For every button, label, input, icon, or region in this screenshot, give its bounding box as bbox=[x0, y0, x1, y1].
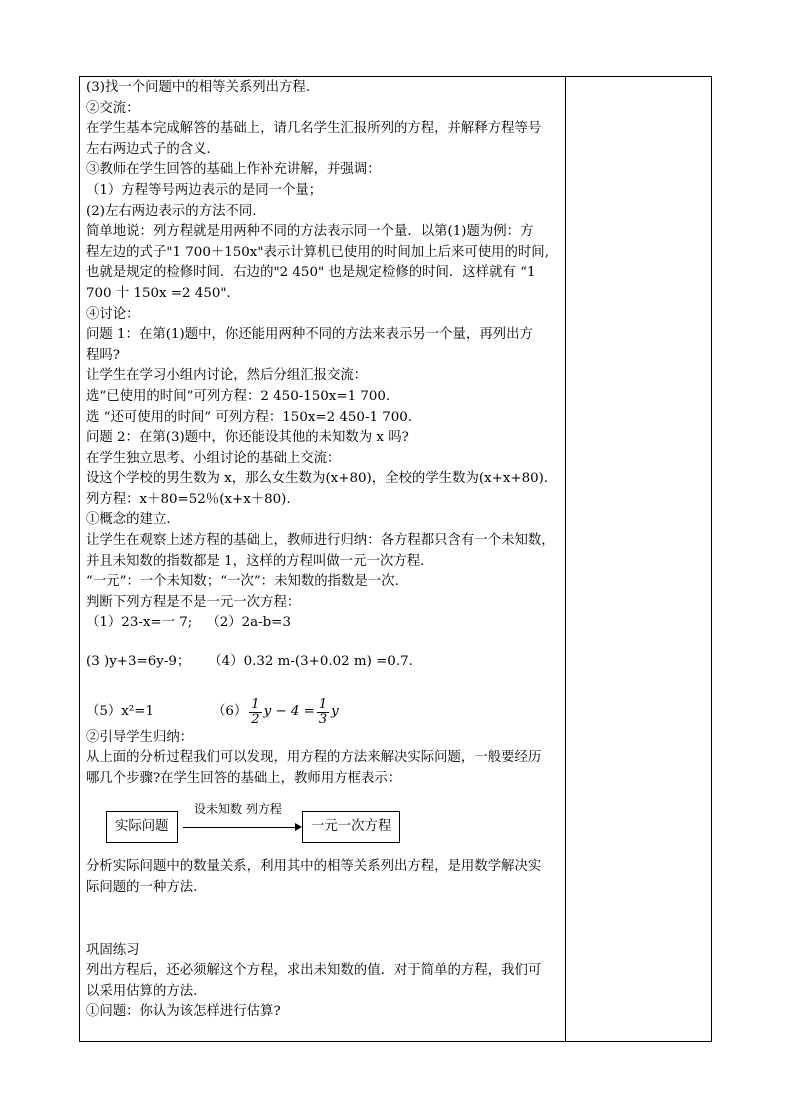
text-line: （1）方程等号两边表示的是同一个量； bbox=[86, 182, 323, 198]
text-line: ②引导学生归纳： bbox=[86, 729, 194, 745]
text-line: ①问题：你认为该怎样进行估算? bbox=[86, 1004, 281, 1020]
text-line: 列方程：x＋80=52％(x+x＋80). bbox=[86, 491, 291, 507]
text-line: 列出方程后，还必须解这个方程，求出未知数的值．对于简单的方程，我们可 bbox=[86, 963, 542, 979]
text-line: 从上面的分析过程我们可以发现，用方程的方法来解决实际问题，一般要经历 bbox=[86, 750, 542, 766]
text-line: 选 “还可使用的时间” 可列方程：150x=2 450-1 700. bbox=[86, 409, 413, 425]
text-line: (2)左右两边表示的方法不同. bbox=[86, 203, 257, 219]
text-line: 问题 2：在第(3)题中，你还能设其他的未知数为 x 吗? bbox=[86, 430, 409, 446]
text-line: 并且未知数的指数都是 1，这样的方程叫做一元一次方程． bbox=[86, 553, 434, 569]
lesson-content bbox=[86, 78, 562, 1023]
table-column-divider bbox=[565, 76, 566, 1042]
text-line: 哪几个步骤?在学生回答的基础上，教师用方框表示： bbox=[86, 770, 402, 786]
text-line: 问题 1：在第(1)题中，你还能用两种不同的方法来表示另一个量，再列出方 bbox=[86, 327, 533, 343]
equation-4: （4）0.32 m-(3+0.02 m) =0.7. bbox=[208, 654, 413, 670]
text-line: 际问题的一种方法． bbox=[86, 880, 207, 895]
flow-box-linear-equation: 一元一次方程 bbox=[302, 811, 400, 843]
equation-1: （1）23-x=一 7; bbox=[86, 615, 193, 631]
equation-5: （5）x²=1 bbox=[86, 704, 154, 720]
text-line: 在学生基本完成解答的基础上，请几名学生汇报所列的方程，并解释方程等号 bbox=[86, 121, 542, 137]
text-line: 让学生在学习小组内讨论，然后分组汇报交流： bbox=[86, 368, 368, 384]
text-line: 程左边的式子"1 700＋150x"表示计算机已使用的时间加上后来可使用的时间, bbox=[86, 244, 549, 260]
text-line: 简单地说：列方程就是用两种不同的方法表示同一个量．以第(1)题为例：方 bbox=[86, 224, 534, 240]
flow-arrow-line bbox=[183, 827, 295, 828]
text-line: “一元”：一个未知数；“一次”：未知数的指数是一次. bbox=[86, 574, 399, 590]
text-line: ③教师在学生回答的基础上作补充讲解，并强调： bbox=[86, 162, 381, 178]
fraction-one-third: $\frac{1}{3}$ bbox=[318, 697, 328, 728]
text-line: ④讨论： bbox=[86, 306, 140, 322]
equation-3: (3 )y+3=6y-9； bbox=[86, 654, 191, 670]
text-line: 判断下列方程是不是一元一次方程： bbox=[86, 594, 301, 610]
equation-row-2 bbox=[86, 652, 562, 673]
method-flowchart bbox=[86, 795, 562, 851]
text-line: 选“已使用的时间”可列方程：2 450-150x=1 700. bbox=[86, 388, 391, 404]
flow-box-real-problem: 实际问题 bbox=[106, 811, 178, 843]
equation-row-1 bbox=[86, 613, 562, 634]
fraction-one-half: $\frac{1}{2}$ bbox=[251, 697, 260, 728]
arrow-right-icon bbox=[295, 823, 302, 831]
text-line: 程吗? bbox=[86, 347, 120, 363]
text-line: 700 十 150x =2 450"． bbox=[86, 285, 240, 301]
flow-arrow-label: 设未知数 列方程 bbox=[194, 802, 282, 817]
equation-6-end: y bbox=[331, 704, 339, 720]
equation-6-middle: y − 4 = bbox=[263, 704, 315, 720]
text-line: 左右两边式子的含义． bbox=[86, 141, 220, 157]
text-line: ②交流： bbox=[86, 100, 140, 116]
text-line: 设这个学校的男生数为 x，那么女生数为(x+80)，全校的学生数为(x+x+80). bbox=[86, 471, 549, 487]
text-line: 分析实际问题中的数量关系，利用其中的相等关系列出方程，是用数学解决实 bbox=[86, 859, 542, 875]
text-line: 让学生在观察上述方程的基础上，教师进行归纳：各方程都只含有一个未知数， bbox=[86, 533, 555, 549]
text-line: 以采用估算的方法． bbox=[86, 983, 207, 999]
equation-6-label: （6） bbox=[211, 704, 248, 720]
equation-2: （2）2a-b=3 bbox=[206, 615, 291, 631]
text-line: ①概念的建立. bbox=[86, 512, 171, 528]
equation-row-3 bbox=[86, 698, 562, 728]
text-line: 也就是规定的检修时间．右边的"2 450" 也是规定检修的时间．这样就有 “1 bbox=[86, 265, 536, 281]
text-line: (3)找一个问题中的相等关系列出方程． bbox=[86, 80, 320, 95]
text-line: 在学生独立思考、小组讨论的基础上交流： bbox=[86, 450, 341, 466]
section-heading: 巩固练习 bbox=[86, 942, 140, 958]
